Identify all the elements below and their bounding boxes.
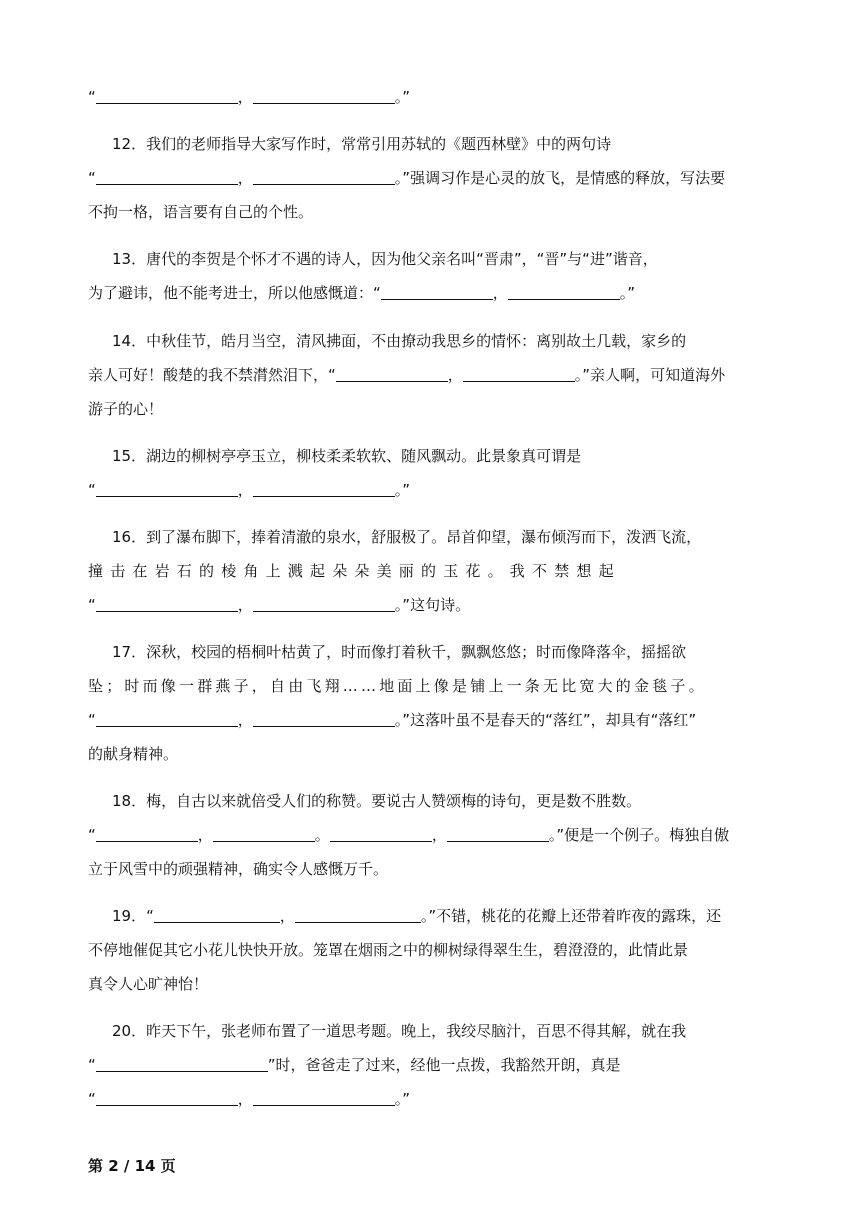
question-19-line-1: 19．“ ， 。”不错，桃花的花瓣上还带着昨夜的露珠，还 bbox=[112, 907, 722, 925]
question-18-line-3: 立于风雪中的顽强精神，确实令人感慨万千。 bbox=[88, 860, 389, 878]
answer-blank[interactable] bbox=[508, 285, 620, 300]
answer-blank[interactable] bbox=[336, 367, 448, 382]
question-16-line-2: 撞击在岩石的棱角上溅起朵朵美丽的玉花。我不禁想起 bbox=[88, 562, 621, 580]
question-17-line-2: 坠；时而像一群燕子，自由飞翔……地面上像是铺上一条无比宽大的金毯子。 bbox=[88, 677, 707, 695]
answer-blank[interactable] bbox=[253, 170, 395, 185]
question-16-line-1: 16．到了瀑布脚下，捧着清澈的泉水，舒服极了。昂首仰望，瀑布倾泻而下，泼洒飞流， bbox=[112, 528, 702, 546]
question-18-line-1: 18．梅，自古以来就倍受人们的称赞。要说古人赞颂梅的诗句，更是数不胜数。 bbox=[112, 792, 642, 810]
answer-blank[interactable] bbox=[96, 597, 238, 612]
answer-blank[interactable] bbox=[295, 908, 421, 923]
question-20-line-1: 20．昨天下午，张老师布置了一道思考题。晚上，我绞尽脑汁，百思不得其解，就在我 bbox=[112, 1022, 687, 1040]
question-18-line-2: “ ， 。 ， 。”便是一个例子。梅独自傲 bbox=[88, 826, 730, 844]
answer-blank[interactable] bbox=[154, 908, 280, 923]
answer-blank[interactable] bbox=[213, 827, 315, 842]
answer-blank[interactable] bbox=[463, 367, 575, 382]
answer-blank[interactable] bbox=[96, 170, 238, 185]
question-17-line-3: “ ， 。”这落叶虽不是春天的“落红”，却具有“落红” bbox=[88, 711, 697, 729]
question-14-line-3: 游子的心！ bbox=[88, 400, 164, 418]
question-12-line-3: 不拘一格，语言要有自己的个性。 bbox=[88, 203, 314, 221]
answer-blank[interactable] bbox=[96, 482, 238, 497]
question-16-line-3: “ ， 。”这句诗。 bbox=[88, 596, 471, 614]
question-13-line-2: 为了避讳，他不能考进士，所以他感慨道：“ ， 。” bbox=[88, 284, 636, 302]
answer-blank[interactable] bbox=[253, 89, 395, 104]
answer-blank[interactable] bbox=[253, 712, 395, 727]
answer-blank[interactable] bbox=[381, 285, 493, 300]
page-number: 第 2 / 14 页 bbox=[88, 1157, 176, 1175]
question-20-line-3: “ ， 。” bbox=[88, 1090, 411, 1108]
answer-blank[interactable] bbox=[96, 712, 238, 727]
question-20-line-2: “ ”时，爸爸走了过来，经他一点拨，我豁然开朗，真是 bbox=[88, 1056, 621, 1074]
answer-blank[interactable] bbox=[96, 827, 198, 842]
answer-blank[interactable] bbox=[253, 1091, 395, 1106]
question-13-line-1: 13．唐代的李贺是个怀才不遇的诗人，因为他父亲名叫“晋肃”，“晋”与“进”谐音， bbox=[112, 250, 658, 268]
question-12-line-1: 12．我们的老师指导大家写作时，常常引用苏轼的《题西林壁》中的两句诗 bbox=[112, 135, 612, 153]
answer-blank[interactable] bbox=[253, 597, 395, 612]
answer-blank[interactable] bbox=[96, 89, 238, 104]
question-17-line-4: 的献身精神。 bbox=[88, 745, 179, 763]
question-19-line-2: 不停地催促其它小花儿快快开放。笼罩在烟雨之中的柳树绿得翠生生，碧澄澄的，此情此景 bbox=[88, 941, 689, 959]
question-15-line-1: 15．湖边的柳树亭亭玉立，柳枝柔柔软软、随风飘动。此景象真可谓是 bbox=[112, 447, 582, 465]
question-14-line-2: 亲人可好！酸楚的我不禁潸然泪下，“ ， 。”亲人啊，可知道海外 bbox=[88, 366, 726, 384]
answer-blank[interactable] bbox=[253, 482, 395, 497]
answer-blank[interactable] bbox=[96, 1091, 238, 1106]
answer-blank[interactable] bbox=[447, 827, 549, 842]
answer-blank[interactable] bbox=[96, 1057, 268, 1072]
question-19-line-3: 真令人心旷神怡！ bbox=[88, 975, 209, 993]
question-15-line-2: “ ， 。” bbox=[88, 481, 411, 499]
question-14-line-1: 14．中秋佳节，皓月当空，清风拂面，不由撩动我思乡的情怀：离别故土几载，家乡的 bbox=[112, 332, 687, 350]
question-12-line-2: “ ， 。”强调习作是心灵的放飞，是情感的释放，写法要 bbox=[88, 169, 726, 187]
answer-blank[interactable] bbox=[330, 827, 432, 842]
fill-blank-line-11-answer: “ ， 。” bbox=[88, 88, 411, 106]
question-17-line-1: 17．深秋，校园的梧桐叶枯黄了，时而像打着秋千，飘飘悠悠；时而像降落伞，摇摇欲 bbox=[112, 643, 687, 661]
